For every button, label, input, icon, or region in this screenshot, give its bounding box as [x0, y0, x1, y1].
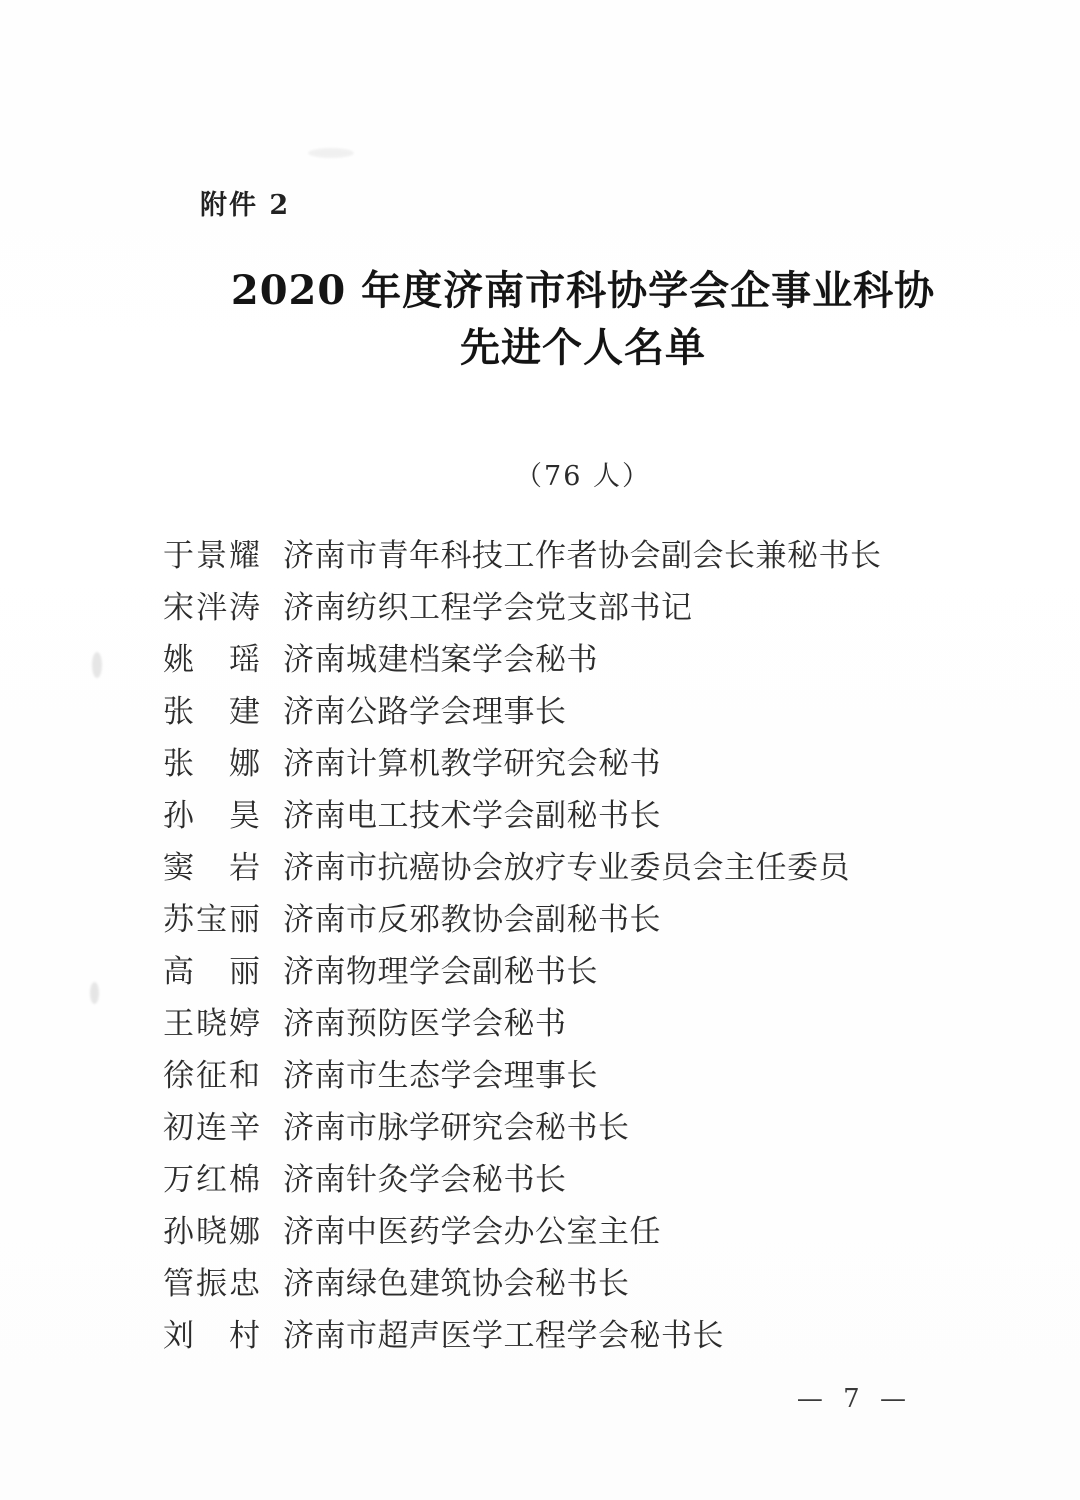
- list-item: [163, 1111, 1003, 1163]
- list-item: [163, 539, 1003, 591]
- person-title: 济南针灸学会秘书长: [283, 1162, 567, 1198]
- person-name: 管振忠: [163, 1266, 262, 1302]
- person-title: 济南市脉学研究会秘书长: [283, 1110, 630, 1146]
- person-name: 宋泮涛: [163, 590, 262, 626]
- list-item: [163, 591, 1003, 643]
- person-title: 济南绿色建筑协会秘书长: [283, 1266, 630, 1302]
- scan-artifact: [92, 652, 102, 678]
- person-title: 济南市青年科技工作者协会副会长兼秘书长: [283, 538, 882, 574]
- person-title: 济南市抗癌协会放疗专业委员会主任委员: [283, 850, 850, 886]
- list-item: [163, 1319, 1003, 1371]
- scan-artifact: [90, 982, 99, 1004]
- list-item: [163, 851, 1003, 903]
- person-name: 窦 岩: [163, 850, 262, 886]
- awardee-list: [163, 539, 1003, 1371]
- document-content: [163, 0, 1003, 1371]
- person-name: 张 娜: [163, 746, 262, 782]
- list-item: [163, 799, 1003, 851]
- person-name: 苏宝丽: [163, 902, 262, 938]
- document-title: [163, 262, 1003, 376]
- list-item: [163, 1215, 1003, 1267]
- person-title: 济南计算机教学研究会秘书: [283, 746, 661, 782]
- list-item: [163, 1059, 1003, 1111]
- person-title: 济南中医药学会办公室主任: [283, 1214, 661, 1250]
- person-count: （76 人）: [515, 461, 651, 492]
- page-number: — 7 —: [796, 1384, 912, 1414]
- person-name: 姚 瑶: [163, 642, 262, 678]
- person-name: 高 丽: [163, 954, 262, 990]
- person-name: 刘 村: [163, 1318, 262, 1354]
- person-name: 孙晓娜: [163, 1214, 262, 1250]
- list-item: [163, 955, 1003, 1007]
- person-title: 济南电工技术学会副秘书长: [283, 798, 661, 834]
- list-item: [163, 903, 1003, 955]
- document-title-line1: 2020 年度济南市科协学会企事业科协: [230, 267, 936, 314]
- person-title: 济南公路学会理事长: [283, 694, 567, 730]
- document-title-line2: 先进个人名单: [460, 324, 706, 371]
- list-item: [163, 1007, 1003, 1059]
- list-item: [163, 747, 1003, 799]
- person-name: 王晓婷: [163, 1006, 262, 1042]
- list-item: [163, 1267, 1003, 1319]
- person-name: 孙 昊: [163, 798, 262, 834]
- person-name: 万红棉: [163, 1162, 262, 1198]
- person-title: 济南市生态学会理事长: [283, 1058, 598, 1094]
- list-item: [163, 695, 1003, 747]
- person-name: 初连辛: [163, 1110, 262, 1146]
- person-title: 济南市反邪教协会副秘书长: [283, 902, 661, 938]
- list-item: [163, 1163, 1003, 1215]
- person-title: 济南预防医学会秘书: [283, 1006, 567, 1042]
- person-name: 张 建: [163, 694, 262, 730]
- person-title: 济南纺织工程学会党支部书记: [283, 590, 693, 626]
- person-title: 济南物理学会副秘书长: [283, 954, 598, 990]
- person-name: 徐征和: [163, 1058, 262, 1094]
- list-item: [163, 643, 1003, 695]
- person-title: 济南市超声医学工程学会秘书长: [283, 1318, 724, 1354]
- person-title: 济南城建档案学会秘书: [283, 642, 598, 678]
- attachment-label: 附件 2: [200, 190, 291, 221]
- person-name: 于景耀: [163, 538, 262, 574]
